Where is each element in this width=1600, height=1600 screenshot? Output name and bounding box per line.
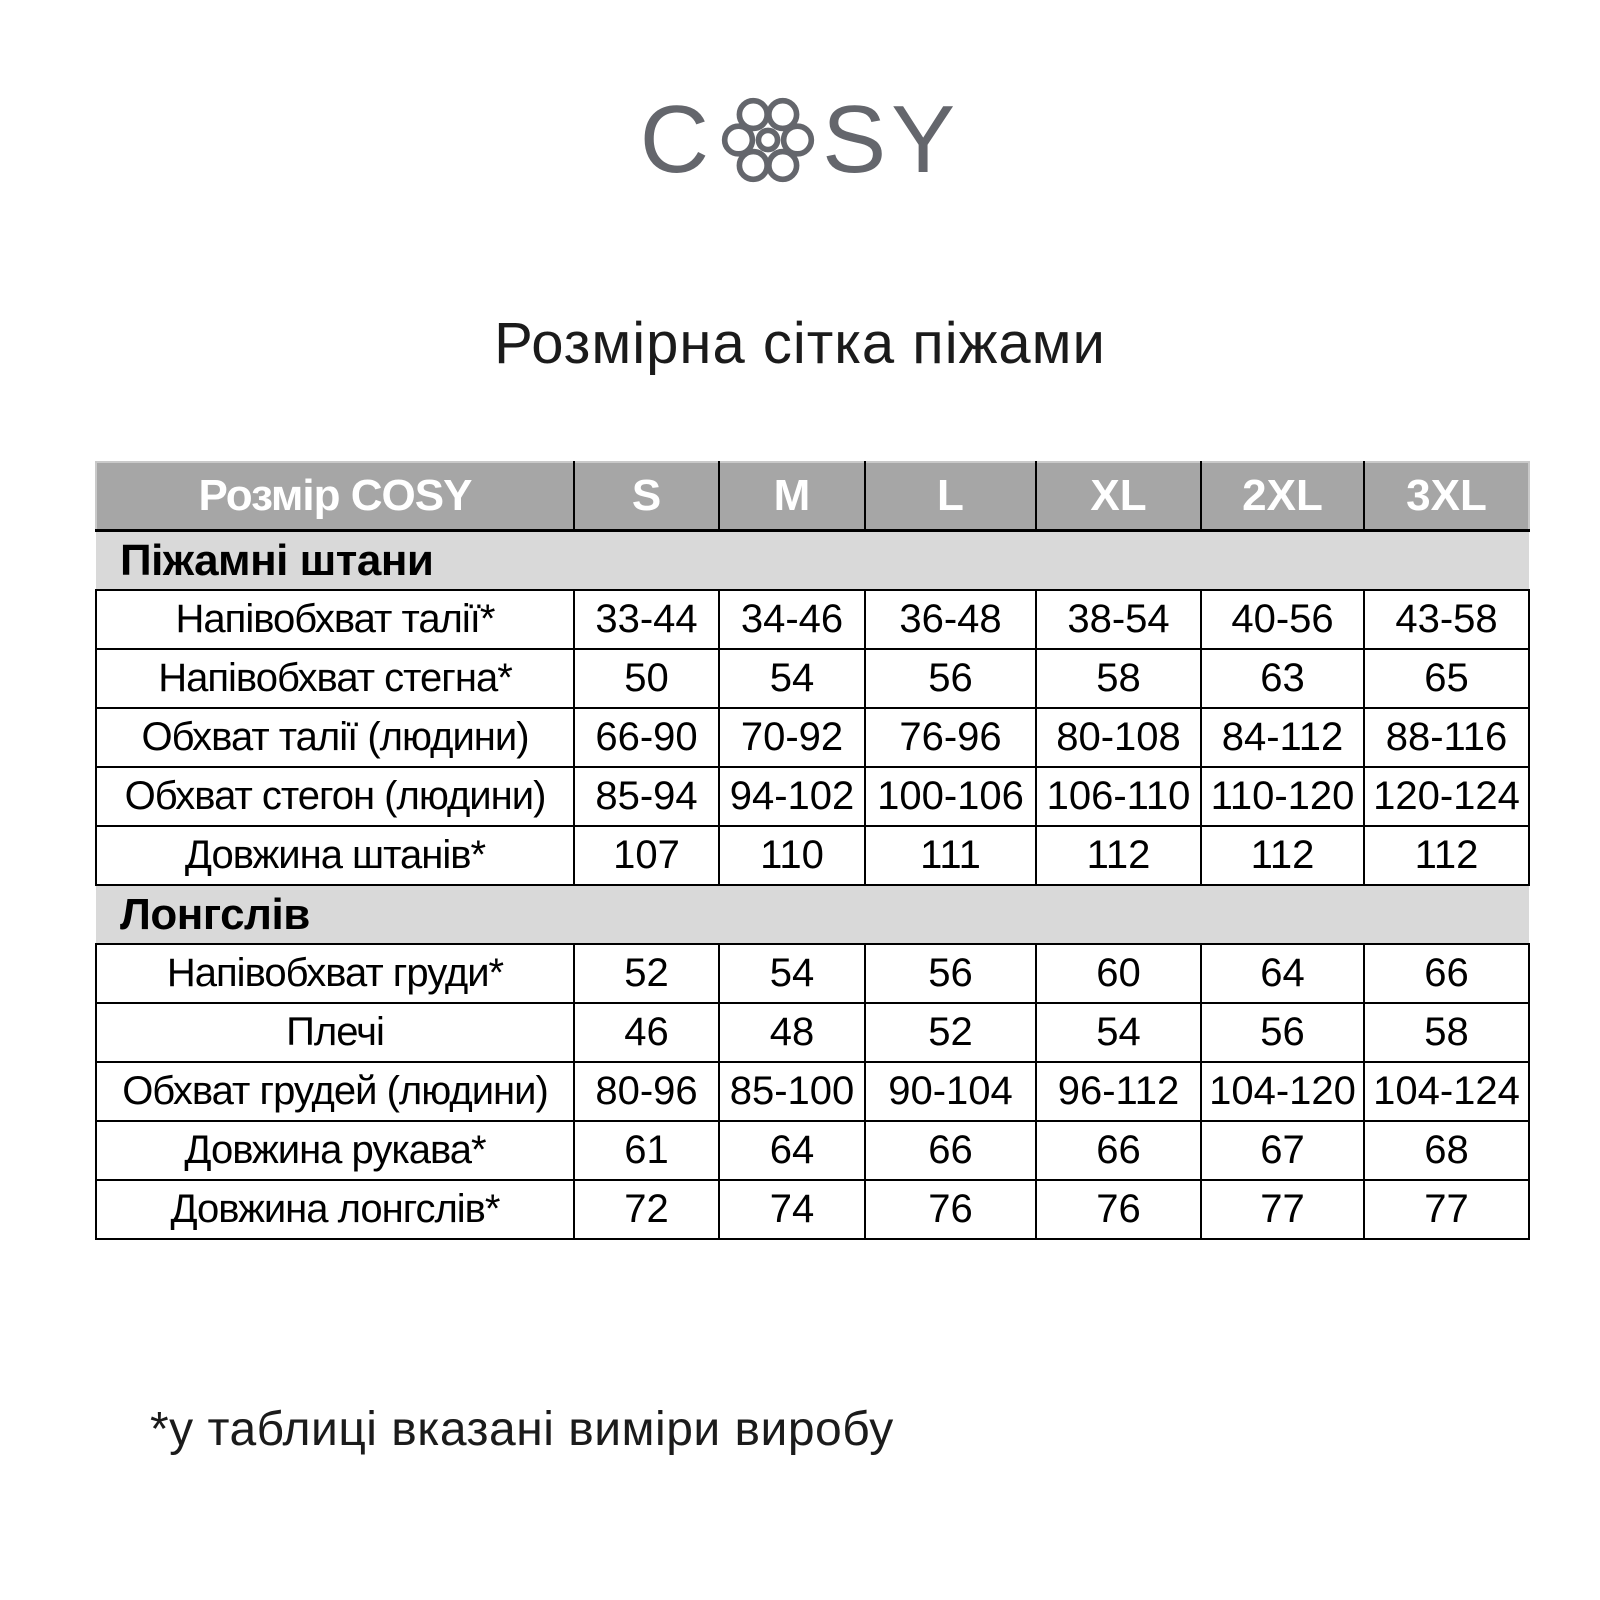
- size-value-cell: 54: [719, 649, 865, 708]
- header-size-l: L: [865, 462, 1036, 531]
- size-value-cell: 50: [574, 649, 719, 708]
- size-value-cell: 85-100: [719, 1062, 865, 1121]
- size-value-cell: 64: [719, 1121, 865, 1180]
- size-value-cell: 96-112: [1036, 1062, 1201, 1121]
- size-value-cell: 36-48: [865, 590, 1036, 649]
- row-label-cell: Довжина лонгслів*: [96, 1180, 574, 1239]
- table-row: [96, 1121, 1529, 1180]
- row-label-cell: Обхват талії (людини): [96, 708, 574, 767]
- size-value-cell: 111: [865, 826, 1036, 885]
- size-value-cell: 54: [1036, 1003, 1201, 1062]
- header-size-xl: XL: [1036, 462, 1201, 531]
- size-value-cell: 80-96: [574, 1062, 719, 1121]
- size-value-cell: 88-116: [1364, 708, 1529, 767]
- footnote: *у таблиці вказані виміри виробу: [150, 1403, 894, 1456]
- table-row: [96, 708, 1529, 767]
- row-label-cell: Довжина рукава*: [96, 1121, 574, 1180]
- size-value-cell: 38-54: [1036, 590, 1201, 649]
- size-value-cell: 66: [1036, 1121, 1201, 1180]
- size-value-cell: 100-106: [865, 767, 1036, 826]
- size-value-cell: 74: [719, 1180, 865, 1239]
- size-value-cell: 76: [865, 1180, 1036, 1239]
- table-row: [96, 826, 1529, 885]
- header-size-2xl: 2XL: [1201, 462, 1364, 531]
- row-label-cell: Напівобхват талії*: [96, 590, 574, 649]
- table-row: [96, 944, 1529, 1003]
- size-value-cell: 52: [574, 944, 719, 1003]
- table-row: [96, 1180, 1529, 1239]
- size-value-cell: 54: [719, 944, 865, 1003]
- size-value-cell: 112: [1201, 826, 1364, 885]
- size-value-cell: 76: [1036, 1180, 1201, 1239]
- size-value-cell: 56: [865, 649, 1036, 708]
- section-row-longsleeve: [96, 885, 1529, 944]
- table-row: [96, 649, 1529, 708]
- size-value-cell: 110: [719, 826, 865, 885]
- size-value-cell: 104-124: [1364, 1062, 1529, 1121]
- size-value-cell: 104-120: [1201, 1062, 1364, 1121]
- size-value-cell: 90-104: [865, 1062, 1036, 1121]
- size-value-cell: 61: [574, 1121, 719, 1180]
- table-row: [96, 590, 1529, 649]
- size-value-cell: 40-56: [1201, 590, 1364, 649]
- size-value-cell: 112: [1364, 826, 1529, 885]
- size-value-cell: 107: [574, 826, 719, 885]
- size-value-cell: 85-94: [574, 767, 719, 826]
- row-label-cell: Обхват грудей (людини): [96, 1062, 574, 1121]
- row-label-cell: Плечі: [96, 1003, 574, 1062]
- row-label-cell: Напівобхват груди*: [96, 944, 574, 1003]
- size-value-cell: 110-120: [1201, 767, 1364, 826]
- size-value-cell: 56: [865, 944, 1036, 1003]
- size-value-cell: 34-46: [719, 590, 865, 649]
- header-size-3xl: 3XL: [1364, 462, 1529, 531]
- table-row: [96, 1003, 1529, 1062]
- logo-letters-sy: SY: [822, 86, 961, 193]
- size-value-cell: 63: [1201, 649, 1364, 708]
- size-value-cell: 65: [1364, 649, 1529, 708]
- size-value-cell: 66: [865, 1121, 1036, 1180]
- size-value-cell: 43-58: [1364, 590, 1529, 649]
- table-header-row: [96, 462, 1529, 531]
- size-value-cell: 112: [1036, 826, 1201, 885]
- size-value-cell: 46: [574, 1003, 719, 1062]
- size-value-cell: 70-92: [719, 708, 865, 767]
- row-label-cell: Напівобхват стегна*: [96, 649, 574, 708]
- logo-letter-c: C: [639, 86, 715, 193]
- section-title: Лонгслів: [96, 885, 1529, 944]
- size-table: [95, 461, 1530, 1240]
- size-value-cell: 66: [1364, 944, 1529, 1003]
- header-size-m: M: [719, 462, 865, 531]
- size-value-cell: 77: [1201, 1180, 1364, 1239]
- size-value-cell: 68: [1364, 1121, 1529, 1180]
- flower-icon: [716, 88, 820, 192]
- size-value-cell: 66-90: [574, 708, 719, 767]
- size-value-cell: 33-44: [574, 590, 719, 649]
- size-value-cell: 56: [1201, 1003, 1364, 1062]
- size-value-cell: 120-124: [1364, 767, 1529, 826]
- size-value-cell: 84-112: [1201, 708, 1364, 767]
- size-value-cell: 48: [719, 1003, 865, 1062]
- size-value-cell: 72: [574, 1180, 719, 1239]
- header-size-label: Розмір COSY: [96, 462, 574, 531]
- table-row: [96, 1062, 1529, 1121]
- size-value-cell: 106-110: [1036, 767, 1201, 826]
- size-value-cell: 94-102: [719, 767, 865, 826]
- table-row: [96, 767, 1529, 826]
- size-value-cell: 58: [1364, 1003, 1529, 1062]
- page-title: Розмірна сітка піжами: [494, 311, 1106, 376]
- header-size-s: S: [574, 462, 719, 531]
- section-title: Піжамні штани: [96, 531, 1529, 591]
- brand-logo: [0, 88, 1600, 192]
- size-value-cell: 77: [1364, 1180, 1529, 1239]
- section-row-pants: [96, 531, 1529, 591]
- row-label-cell: Обхват стегон (людини): [96, 767, 574, 826]
- size-value-cell: 64: [1201, 944, 1364, 1003]
- size-value-cell: 60: [1036, 944, 1201, 1003]
- size-value-cell: 52: [865, 1003, 1036, 1062]
- row-label-cell: Довжина штанів*: [96, 826, 574, 885]
- size-value-cell: 67: [1201, 1121, 1364, 1180]
- size-value-cell: 76-96: [865, 708, 1036, 767]
- size-value-cell: 80-108: [1036, 708, 1201, 767]
- size-value-cell: 58: [1036, 649, 1201, 708]
